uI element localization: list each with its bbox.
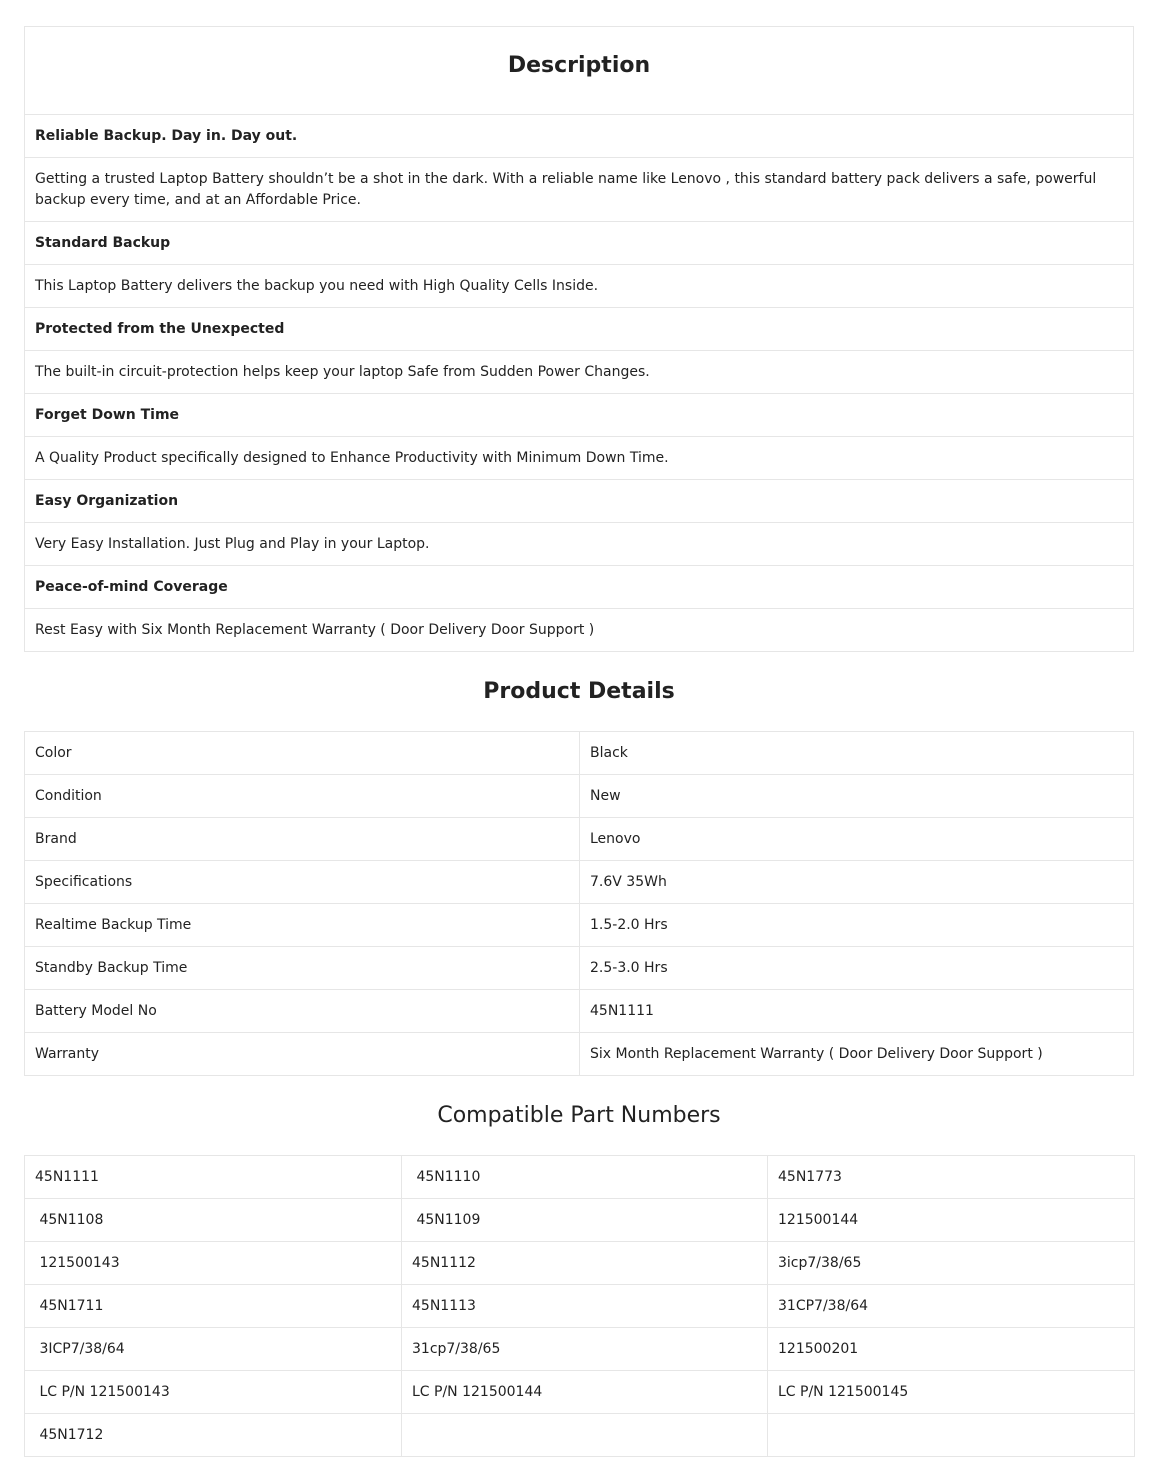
part-row: [25, 1242, 1135, 1285]
detail-row: [25, 990, 1134, 1033]
description-row: [25, 115, 1134, 158]
part-number-cell: LC P/N 121500144: [402, 1371, 768, 1414]
detail-label: Color: [25, 732, 580, 775]
part-number-cell: 45N1111: [25, 1156, 402, 1199]
description-heading: Reliable Backup. Day in. Day out.: [25, 115, 1134, 158]
part-row: [25, 1199, 1135, 1242]
detail-value: Six Month Replacement Warranty ( Door Delivery Door Support ): [580, 1033, 1134, 1076]
description-heading: Standard Backup: [25, 222, 1134, 265]
description-row: [25, 265, 1134, 308]
part-number-cell: 45N1108: [25, 1199, 402, 1242]
part-number-cell: 121500201: [768, 1328, 1135, 1371]
detail-row: [25, 904, 1134, 947]
part-number-cell: 45N1109: [402, 1199, 768, 1242]
detail-value: 2.5-3.0 Hrs: [580, 947, 1134, 990]
part-number-cell: LC P/N 121500145: [768, 1371, 1135, 1414]
detail-value: 1.5-2.0 Hrs: [580, 904, 1134, 947]
description-text: Very Easy Installation. Just Plug and Play in your Laptop.: [25, 523, 1134, 566]
detail-value: Lenovo: [580, 818, 1134, 861]
description-text: A Quality Product specifically designed to Enhance Productivity with Minimum Down Time.: [25, 437, 1134, 480]
description-row: [25, 523, 1134, 566]
detail-label: Battery Model No: [25, 990, 580, 1033]
part-number-cell: 45N1113: [402, 1285, 768, 1328]
detail-value: Black: [580, 732, 1134, 775]
detail-label: Brand: [25, 818, 580, 861]
description-row: [25, 158, 1134, 222]
part-number-cell: 121500144: [768, 1199, 1135, 1242]
part-row: [25, 1414, 1135, 1457]
detail-value: 7.6V 35Wh: [580, 861, 1134, 904]
part-number-cell: 3icp7/38/65: [768, 1242, 1135, 1285]
description-heading: Forget Down Time: [25, 394, 1134, 437]
description-heading: Peace-of-mind Coverage: [25, 566, 1134, 609]
description-body: [25, 115, 1134, 652]
part-number-cell: [402, 1414, 768, 1457]
description-heading: Easy Organization: [25, 480, 1134, 523]
description-row: [25, 609, 1134, 652]
product-details-table: [24, 731, 1134, 1076]
description-row: [25, 308, 1134, 351]
detail-label: Standby Backup Time: [25, 947, 580, 990]
detail-row: [25, 1033, 1134, 1076]
part-number-cell: 45N1711: [25, 1285, 402, 1328]
description-row: [25, 222, 1134, 265]
detail-value: 45N1111: [580, 990, 1134, 1033]
detail-row: [25, 947, 1134, 990]
detail-label: Condition: [25, 775, 580, 818]
detail-value: New: [580, 775, 1134, 818]
description-text: Rest Easy with Six Month Replacement Warranty ( Door Delivery Door Support ): [25, 609, 1134, 652]
part-row: [25, 1328, 1135, 1371]
part-number-cell: LC P/N 121500143: [25, 1371, 402, 1414]
part-row: [25, 1156, 1135, 1199]
description-text: The built-in circuit-protection helps keep your laptop Safe from Sudden Power Changes.: [25, 351, 1134, 394]
detail-row: [25, 818, 1134, 861]
content-wrapper: [24, 26, 1134, 1457]
description-row: [25, 351, 1134, 394]
description-text: Getting a trusted Laptop Battery shouldn’t be a shot in the dark. With a reliable name like Lenovo , this standard battery pack delivers a safe, powerful backup every time, and at an Affordable Price.: [25, 158, 1134, 222]
description-title: Description: [25, 27, 1134, 115]
compatible-parts-title: Compatible Part Numbers: [437, 1103, 721, 1128]
part-number-cell: 3ICP7/38/64: [25, 1328, 402, 1371]
detail-row: [25, 861, 1134, 904]
description-table: [24, 26, 1134, 652]
detail-label: Specifications: [25, 861, 580, 904]
part-number-cell: 31CP7/38/64: [768, 1285, 1135, 1328]
part-number-cell: 45N1110: [402, 1156, 768, 1199]
description-text: This Laptop Battery delivers the backup you need with High Quality Cells Inside.: [25, 265, 1134, 308]
part-number-cell: 31cp7/38/65: [402, 1328, 768, 1371]
compatible-parts-table: [24, 1155, 1135, 1457]
part-row: [25, 1371, 1135, 1414]
description-row: [25, 480, 1134, 523]
part-row: [25, 1285, 1135, 1328]
detail-row: [25, 732, 1134, 775]
product-details-title: Product Details: [483, 679, 675, 704]
description-row: [25, 437, 1134, 480]
part-number-cell: 45N1112: [402, 1242, 768, 1285]
detail-label: Realtime Backup Time: [25, 904, 580, 947]
part-number-cell: 121500143: [25, 1242, 402, 1285]
detail-row: [25, 775, 1134, 818]
part-number-cell: 45N1712: [25, 1414, 402, 1457]
detail-label: Warranty: [25, 1033, 580, 1076]
description-heading: Protected from the Unexpected: [25, 308, 1134, 351]
part-number-cell: 45N1773: [768, 1156, 1135, 1199]
description-row: [25, 394, 1134, 437]
part-number-cell: [768, 1414, 1135, 1457]
description-row: [25, 566, 1134, 609]
